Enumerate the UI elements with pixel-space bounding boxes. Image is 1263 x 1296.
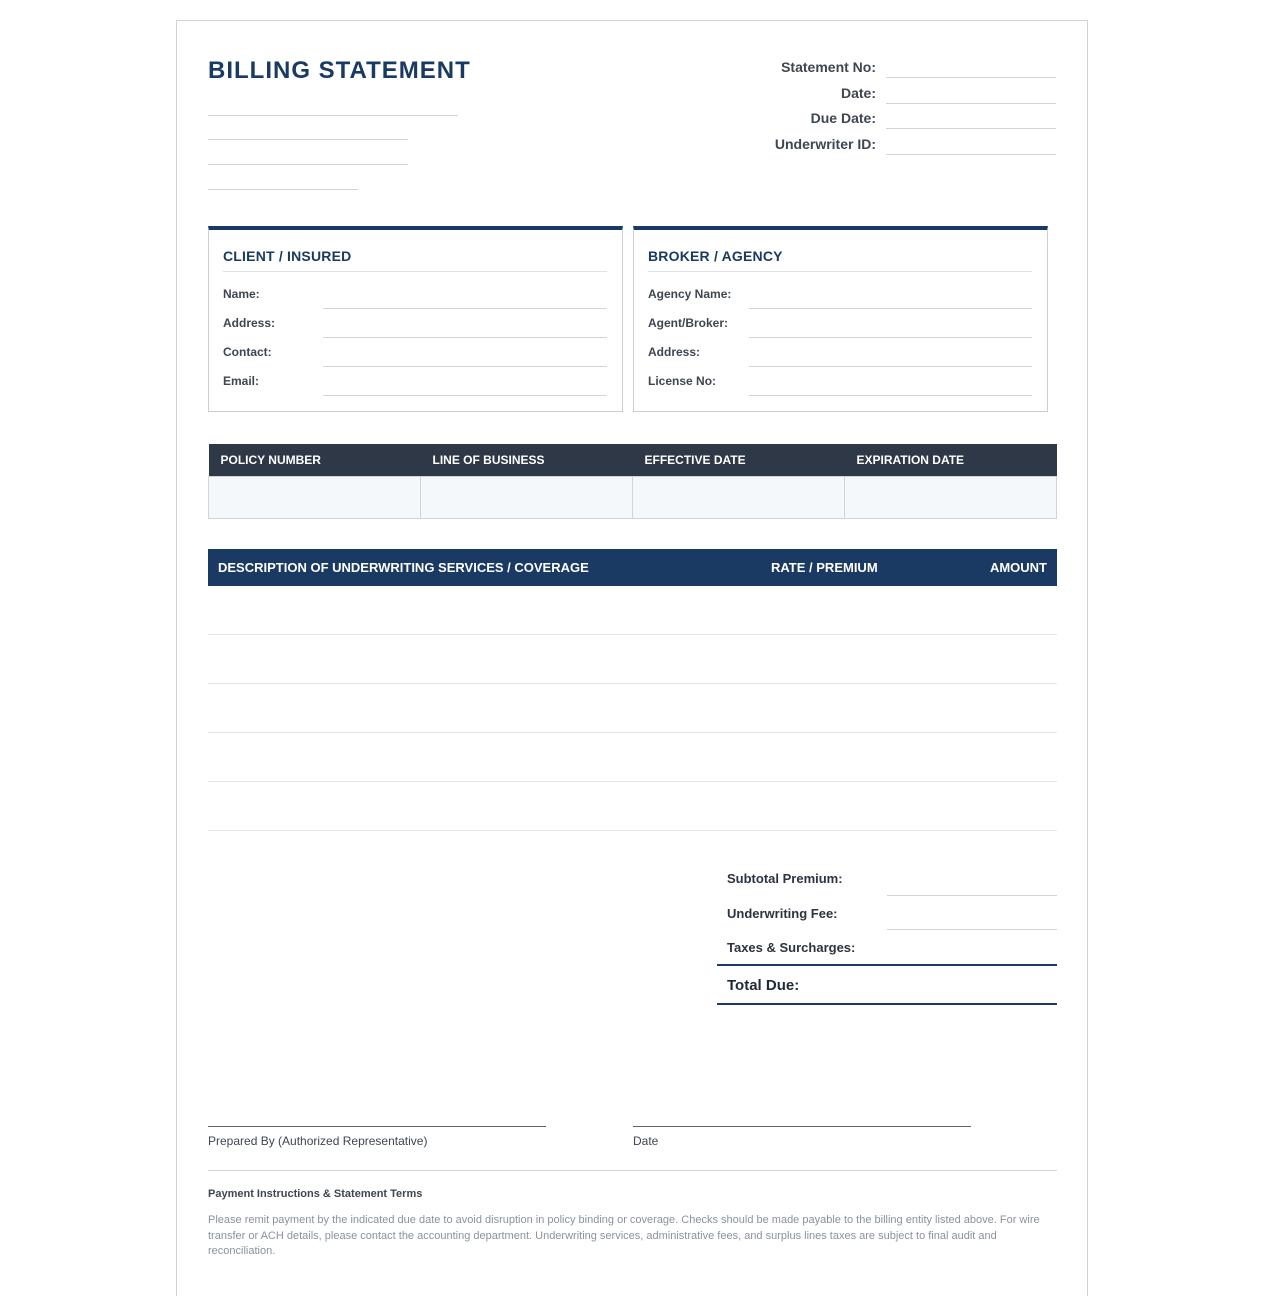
services-table-header <box>208 549 1057 586</box>
agent-broker-field[interactable] <box>749 337 1032 338</box>
prepared-by-signature-line[interactable] <box>208 1126 546 1127</box>
broker-address-label: Address: <box>648 345 701 359</box>
underwriting-fee-field[interactable] <box>887 929 1057 930</box>
footer-divider <box>208 1170 1057 1171</box>
date-label: Date: <box>840 85 876 101</box>
subtotal-premium-label: Subtotal Premium: <box>727 871 843 886</box>
agency-name-field[interactable] <box>749 308 1032 309</box>
underwriting-fee-label: Underwriting Fee: <box>727 906 838 921</box>
agent-broker-label: Agent/Broker: <box>648 316 729 330</box>
taxes-surcharges-label: Taxes & Surcharges: <box>727 940 856 955</box>
license-no-row <box>648 374 1032 396</box>
client-email-field[interactable] <box>323 395 607 396</box>
statement-no-label: Statement No: <box>781 59 876 75</box>
effective-date-header: EFFECTIVE DATE <box>633 444 845 476</box>
line-of-business-cell[interactable] <box>421 476 633 518</box>
service-line-row[interactable] <box>208 781 1057 782</box>
client-contact-row <box>223 345 607 367</box>
amount-header: AMOUNT <box>989 560 1047 575</box>
page-title: BILLING STATEMENT <box>208 57 471 84</box>
broker-address-row <box>648 345 1032 367</box>
license-no-label: License No: <box>648 374 717 388</box>
agency-name-label: Agency Name: <box>648 287 732 301</box>
client-email-row <box>223 374 607 396</box>
statement-no-field[interactable] <box>886 58 1056 78</box>
client-name-field[interactable] <box>323 308 607 309</box>
billing-statement-sheet <box>176 20 1088 1296</box>
expiration-date-cell[interactable] <box>845 476 1057 518</box>
service-line-row[interactable] <box>208 732 1057 733</box>
license-no-field[interactable] <box>749 395 1032 396</box>
effective-date-cell[interactable] <box>633 476 845 518</box>
underwriter-id-label: Underwriter ID: <box>774 136 876 152</box>
client-address-field[interactable] <box>323 337 607 338</box>
issuer-address-line[interactable] <box>208 139 408 140</box>
client-name-label: Name: <box>223 287 260 301</box>
date-field[interactable] <box>886 84 1056 104</box>
description-header: DESCRIPTION OF UNDERWRITING SERVICES / COVERAGE <box>218 560 589 575</box>
client-contact-label: Contact: <box>223 345 272 359</box>
underwriter-id-row <box>775 135 1056 159</box>
total-top-rule <box>717 964 1057 966</box>
issuer-address-line[interactable] <box>208 115 458 116</box>
statement-no-row <box>781 58 1056 82</box>
due-date-row <box>811 109 1056 133</box>
due-date-label: Due Date: <box>810 110 876 126</box>
broker-address-field[interactable] <box>749 366 1032 367</box>
payment-terms-title: Payment Instructions & Statement Terms <box>208 1188 423 1200</box>
rate-premium-header: RATE / PREMIUM <box>771 560 878 575</box>
total-bottom-rule <box>717 1003 1057 1005</box>
agent-broker-row <box>648 316 1032 338</box>
policy-table <box>208 444 1057 519</box>
client-address-label: Address: <box>223 316 276 330</box>
issuer-address-line[interactable] <box>208 189 358 190</box>
date-row <box>841 84 1056 108</box>
line-of-business-header: LINE OF BUSINESS <box>421 444 633 476</box>
signature-date-label: Date <box>633 1134 659 1148</box>
client-panel <box>208 226 623 412</box>
client-contact-field[interactable] <box>323 366 607 367</box>
broker-panel-title: BROKER / AGENCY <box>648 248 1032 272</box>
client-email-label: Email: <box>223 374 260 388</box>
expiration-date-header: EXPIRATION DATE <box>845 444 1057 476</box>
service-line-row[interactable] <box>208 683 1057 684</box>
policy-table-header-row <box>209 444 1057 476</box>
issuer-address-line[interactable] <box>208 164 408 165</box>
service-line-row[interactable] <box>208 634 1057 635</box>
subtotal-premium-field[interactable] <box>887 895 1057 896</box>
policy-table-row <box>209 476 1057 518</box>
service-line-row[interactable] <box>208 830 1057 831</box>
agency-name-row <box>648 287 1032 309</box>
total-due-label: Total Due: <box>727 977 800 994</box>
client-panel-title: CLIENT / INSURED <box>223 248 607 272</box>
client-address-row <box>223 316 607 338</box>
policy-number-cell[interactable] <box>209 476 421 518</box>
payment-terms-text: Please remit payment by the indicated due date to avoid disruption in policy binding or coverage. Checks should be made payable to the billing entity listed above. For wire transfer or ACH details, please contact the accounting department. Underwriting services, administrative fees, and surplus lines taxes are subject to final audit and reconciliation. <box>208 1214 1040 1257</box>
broker-panel <box>633 226 1048 412</box>
prepared-by-label: Prepared By (Authorized Representative) <box>208 1134 428 1148</box>
client-name-row <box>223 287 607 309</box>
policy-number-header: POLICY NUMBER <box>209 444 421 476</box>
underwriter-id-field[interactable] <box>886 135 1056 155</box>
signature-date-line[interactable] <box>633 1126 971 1127</box>
due-date-field[interactable] <box>886 109 1056 129</box>
